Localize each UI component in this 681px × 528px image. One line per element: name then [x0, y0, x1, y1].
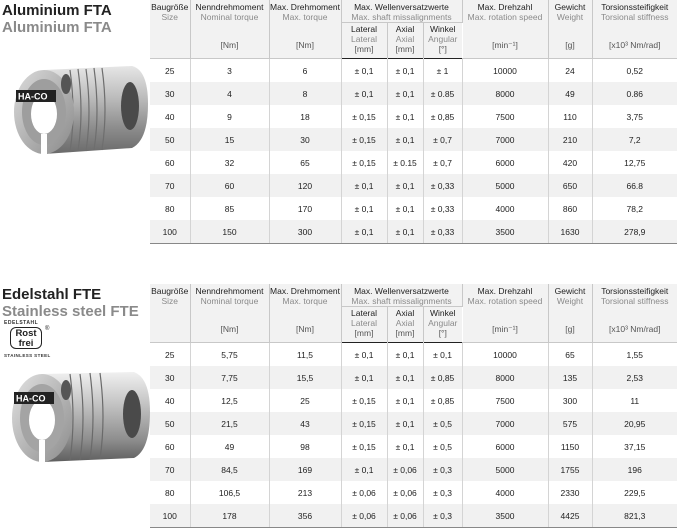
cell-torsional-stiffness: 278,9 [592, 220, 677, 244]
cell-weight: 65 [548, 343, 592, 367]
cell-nominal-torque: 49 [190, 435, 269, 458]
cell-max-torque: 98 [269, 435, 341, 458]
header-weight: Gewicht Weight [g] [548, 0, 592, 59]
cell-axial: ± 0,06 [387, 458, 423, 481]
cell-max-torque: 213 [269, 481, 341, 504]
cell-nominal-torque: 9 [190, 105, 269, 128]
badge-line1: Rost [15, 328, 37, 339]
cell-size: 40 [150, 389, 190, 412]
cell-max-torque: 6 [269, 59, 341, 83]
cell-size: 80 [150, 197, 190, 220]
cell-size: 30 [150, 82, 190, 105]
cell-size: 25 [150, 59, 190, 83]
cell-size: 25 [150, 343, 190, 367]
cell-max-torque: 65 [269, 151, 341, 174]
header-torsional-stiffness: Torsionssteifigkeit Torsional stiffness [x10³ Nm/rad] [592, 0, 677, 59]
cell-angular: ± 0,3 [423, 504, 462, 528]
cell-max-speed: 7500 [462, 389, 548, 412]
cell-max-speed: 5000 [462, 458, 548, 481]
stainless-title-en: Stainless steel FTE [2, 303, 139, 320]
cell-max-speed: 6000 [462, 435, 548, 458]
cell-max-torque: 11,5 [269, 343, 341, 367]
cell-torsional-stiffness: 20,95 [592, 412, 677, 435]
aluminium-section [0, 0, 681, 237]
table-row [150, 389, 677, 412]
cell-nominal-torque: 85 [190, 197, 269, 220]
header-angular: Winkel Angular [°] [423, 23, 462, 59]
cell-lateral: ± 0,06 [341, 504, 387, 528]
cell-torsional-stiffness: 0,52 [592, 59, 677, 83]
header-nominal-torque: Nenndrehmoment Nominal torque [Nm] [190, 284, 269, 343]
header-lateral: Lateral Lateral [mm] [341, 23, 387, 59]
cell-angular: ± 1 [423, 59, 462, 83]
cell-torsional-stiffness: 229,5 [624, 487, 646, 498]
cell-size: 80 [150, 481, 190, 504]
cell-lateral: ± 0,1 [341, 458, 387, 481]
header-size: Baugröße Size [150, 0, 190, 59]
cell-max-speed: 10000 [462, 343, 548, 367]
cell-angular: ± 0,85 [423, 105, 462, 128]
cell-max-torque: 43 [269, 412, 341, 435]
aluminium-title-en: Aluminium FTA [2, 19, 112, 36]
aluminium-brand-logo: HA-CO [18, 91, 48, 102]
cell-weight: 575 [548, 412, 592, 435]
cell-axial: ± 0,1 [387, 366, 423, 389]
cell-weight: 650 [548, 174, 592, 197]
stainless-spec-table [150, 284, 677, 528]
table-row [150, 82, 677, 105]
rostfrei-badge [4, 320, 60, 366]
cell-weight: 2330 [548, 481, 592, 504]
cell-lateral: ± 0,1 [341, 82, 387, 105]
cell-torsional-stiffness: 12,75 [624, 157, 646, 168]
stainless-title-de: Edelstahl FTE [2, 286, 102, 303]
cell-max-speed: 4000 [462, 481, 548, 504]
header-axial: Axial Axial [mm] [387, 23, 423, 59]
header-torsional-stiffness: Torsionssteifigkeit Torsional stiffness [x10³ Nm/rad] [592, 284, 677, 343]
cell-nominal-torque: 4 [190, 82, 269, 105]
cell-axial: ± 0,06 [387, 504, 423, 528]
cell-torsional-stiffness: 7,2 [592, 128, 677, 151]
cell-angular: ± 0,5 [423, 412, 462, 435]
cell-axial: ± 0,1 [387, 174, 423, 197]
table-row [150, 343, 677, 367]
badge-top-text: EDELSTAHL [4, 320, 39, 326]
cell-torsional-stiffness: 196 [592, 458, 677, 481]
cell-angular: ± 0,85 [423, 389, 462, 412]
cell-size: 100 [150, 504, 190, 528]
table-row [150, 128, 677, 151]
cell-weight: 1755 [548, 458, 592, 481]
cell-size: 50 [150, 412, 190, 435]
cell-max-speed: 3500 [462, 220, 548, 244]
cell-axial: ± 0,1 [387, 197, 423, 220]
table-row [150, 458, 677, 481]
cell-lateral: ± 0,15 [341, 128, 387, 151]
table-row [150, 412, 677, 435]
table-row [150, 151, 677, 174]
cell-size: 50 [150, 128, 190, 151]
table-row [150, 197, 677, 220]
cell-torsional-stiffness: 66.8 [592, 174, 677, 197]
cell-torsional-stiffness: 11 [630, 395, 640, 406]
badge-bottom-text: STAINLESS STEEL [4, 353, 51, 358]
cell-max-torque: 30 [269, 128, 341, 151]
header-lateral: Lateral Lateral [mm] [341, 307, 387, 343]
table-row [150, 174, 677, 197]
table-row [150, 220, 677, 244]
cell-angular: ± 0,7 [423, 151, 462, 174]
cell-lateral: ± 0,1 [341, 197, 387, 220]
cell-max-torque: 300 [269, 220, 341, 244]
cell-max-torque: 120 [269, 174, 341, 197]
cell-angular: ± 0.85 [423, 82, 462, 105]
cell-torsional-stiffness: 78,2 [626, 203, 644, 214]
cell-nominal-torque: 5,75 [190, 343, 269, 367]
cell-torsional-stiffness: 3,75 [626, 111, 644, 122]
aluminium-spec-table [150, 0, 677, 244]
cell-nominal-torque: 60 [190, 174, 269, 197]
table-row [150, 481, 677, 504]
cell-angular: ± 0,85 [423, 366, 462, 389]
cell-angular: ± 0,3 [423, 458, 462, 481]
cell-nominal-torque: 7,75 [190, 366, 269, 389]
cell-max-speed: 7000 [462, 128, 548, 151]
cell-weight: 1630 [548, 220, 592, 244]
cell-nominal-torque: 150 [190, 220, 269, 244]
header-max-speed: Max. Drehzahl Max. rotation speed [min⁻¹] [462, 284, 548, 343]
cell-weight: 110 [548, 105, 592, 128]
cell-axial: ± 0,1 [387, 343, 423, 367]
cell-weight: 300 [548, 389, 592, 412]
cell-angular: ± 0,33 [423, 220, 462, 244]
cell-weight: 24 [548, 59, 592, 83]
cell-max-torque: 8 [269, 82, 341, 105]
table-row [150, 366, 677, 389]
header-axial: Axial Axial [mm] [387, 307, 423, 343]
cell-lateral: ± 0,15 [341, 151, 387, 174]
cell-lateral: ± 0,1 [341, 174, 387, 197]
cell-max-torque: 25 [269, 389, 341, 412]
table-row [150, 105, 677, 128]
badge-box [10, 327, 42, 349]
cell-max-speed: 8000 [462, 82, 548, 105]
cell-angular: ± 0,33 [423, 197, 462, 220]
cell-axial: ± 0.15 [387, 151, 423, 174]
cell-nominal-torque: 3 [190, 59, 269, 83]
header-weight: Gewicht Weight [g] [548, 284, 592, 343]
aluminium-coupling-image [8, 62, 150, 162]
cell-nominal-torque: 15 [190, 128, 269, 151]
header-misalignment: Max. Wellenversatzwerte Max. shaft missalignments [341, 0, 462, 23]
cell-max-speed: 7500 [462, 105, 548, 128]
cell-max-speed: 5000 [462, 174, 548, 197]
cell-nominal-torque: 178 [190, 504, 269, 528]
badge-line2: frei [18, 338, 34, 349]
stainless-section [0, 284, 681, 521]
cell-max-speed: 10000 [462, 59, 548, 83]
cell-max-speed: 7000 [462, 412, 548, 435]
cell-torsional-stiffness: 37,15 [624, 441, 646, 452]
cell-torsional-stiffness: 1,55 [592, 343, 677, 367]
cell-lateral: ± 0,15 [341, 389, 387, 412]
cell-weight: 49 [548, 82, 592, 105]
cell-max-speed: 8000 [462, 366, 548, 389]
cell-lateral: ± 0,15 [341, 105, 387, 128]
cell-nominal-torque: 106,5 [190, 481, 269, 504]
cell-axial: ± 0,1 [387, 59, 423, 83]
cell-size: 100 [150, 220, 190, 244]
table-row [150, 59, 677, 83]
stainless-title-block [2, 286, 150, 320]
cell-torsional-stiffness: 821,3 [592, 504, 677, 528]
cell-angular: ± 0,3 [423, 481, 462, 504]
cell-weight: 135 [548, 366, 592, 389]
cell-max-speed: 4000 [462, 197, 548, 220]
cell-lateral: ± 0,06 [341, 481, 387, 504]
cell-size: 30 [150, 366, 190, 389]
cell-size: 70 [150, 174, 190, 197]
cell-nominal-torque: 12,5 [190, 389, 269, 412]
table-row [150, 435, 677, 458]
header-max-torque: Max. Drehmoment Max. torque [Nm] [269, 0, 341, 59]
cell-angular: ± 0,7 [423, 128, 462, 151]
cell-lateral: ± 0,1 [341, 343, 387, 367]
cell-max-speed: 6000 [462, 151, 548, 174]
header-nominal-torque: Nenndrehmoment Nominal torque [Nm] [190, 0, 269, 59]
cell-lateral: ± 0,1 [341, 220, 387, 244]
table-row [150, 504, 677, 528]
cell-axial: ± 0,06 [387, 481, 423, 504]
cell-size: 70 [150, 458, 190, 481]
cell-axial: ± 0,1 [387, 105, 423, 128]
cell-axial: ± 0,1 [387, 82, 423, 105]
aluminium-title-block [2, 2, 150, 36]
cell-size: 60 [150, 435, 190, 458]
cell-size: 60 [150, 151, 190, 174]
aluminium-title-de: Aluminium FTA [2, 2, 112, 19]
cell-axial: ± 0,1 [387, 412, 423, 435]
badge-registered-mark: ® [45, 326, 50, 332]
cell-max-torque: 356 [269, 504, 341, 528]
stainless-brand-logo: HA-CO [16, 393, 46, 404]
cell-weight: 4425 [548, 504, 592, 528]
cell-lateral: ± 0,15 [341, 435, 387, 458]
cell-weight: 1150 [548, 435, 592, 458]
cell-max-torque: 18 [269, 105, 341, 128]
cell-lateral: ± 0,1 [341, 59, 387, 83]
cell-nominal-torque: 21,5 [190, 412, 269, 435]
stainless-coupling-image [6, 368, 152, 468]
cell-angular: ± 0,1 [423, 343, 462, 367]
cell-lateral: ± 0,1 [341, 366, 387, 389]
cell-weight: 420 [548, 151, 592, 174]
cell-lateral: ± 0,15 [341, 412, 387, 435]
cell-axial: ± 0,1 [387, 220, 423, 244]
cell-weight: 860 [548, 197, 592, 220]
header-angular: Winkel Angular [°] [423, 307, 462, 343]
header-max-speed: Max. Drehzahl Max. rotation speed [min⁻¹] [462, 0, 548, 59]
header-size: Baugröße Size [150, 284, 190, 343]
cell-max-torque: 170 [269, 197, 341, 220]
cell-torsional-stiffness: 0.86 [592, 82, 677, 105]
cell-axial: ± 0,1 [387, 128, 423, 151]
header-max-torque: Max. Drehmoment Max. torque [Nm] [269, 284, 341, 343]
cell-size: 40 [150, 105, 190, 128]
cell-weight: 210 [548, 128, 592, 151]
cell-angular: ± 0,5 [423, 435, 462, 458]
cell-max-torque: 169 [269, 458, 341, 481]
cell-axial: ± 0,1 [387, 435, 423, 458]
header-misalignment: Max. Wellenversatzwerte Max. shaft missalignments [341, 284, 462, 307]
cell-max-speed: 3500 [462, 504, 548, 528]
cell-torsional-stiffness: 2,53 [592, 366, 677, 389]
cell-nominal-torque: 32 [190, 151, 269, 174]
cell-max-torque: 15,5 [269, 366, 341, 389]
cell-nominal-torque: 84,5 [190, 458, 269, 481]
cell-angular: ± 0,33 [423, 174, 462, 197]
cell-axial: ± 0,1 [387, 389, 423, 412]
